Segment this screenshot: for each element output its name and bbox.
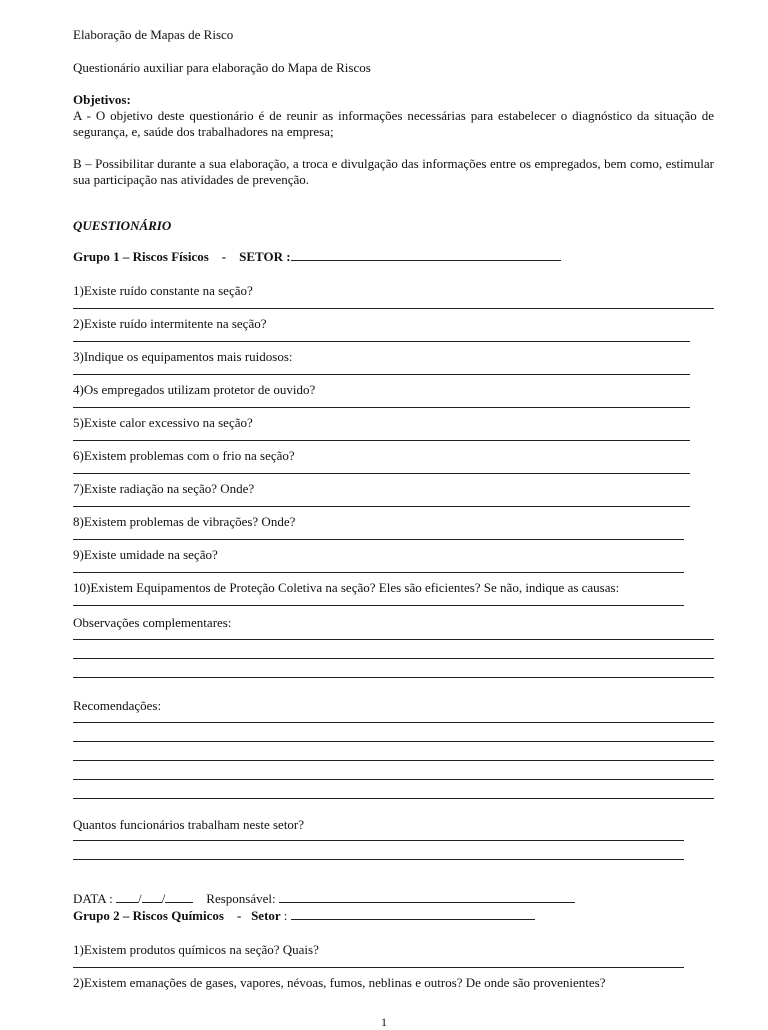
answer-line[interactable] <box>73 639 714 640</box>
answer-line[interactable] <box>73 859 684 860</box>
group2-label: Grupo 2 – Riscos Químicos <box>73 908 224 923</box>
group2-sector-blank[interactable] <box>291 907 535 920</box>
question-text: 2)Existem emanações de gases, vapores, névoas, fumos, neblinas e outros? De onde são provenientes? <box>73 975 606 990</box>
question-text: 7)Existe radiação na seção? Onde? <box>73 481 255 496</box>
question-item <box>73 547 714 580</box>
group1-label: Grupo 1 – Riscos Físicos <box>73 249 209 264</box>
question-item <box>73 349 714 382</box>
workers-question: Quantos funcionários trabalham neste setor? <box>73 817 305 832</box>
question-text: 8)Existem problemas de vibrações? Onde? <box>73 514 296 529</box>
question-item <box>73 580 714 613</box>
recommendations-lines <box>73 722 714 799</box>
answer-line[interactable] <box>73 308 714 309</box>
question-text: 9)Existe umidade na seção? <box>73 547 218 562</box>
recommendations-label: Recomendações: <box>73 698 162 713</box>
group1-questions <box>73 283 714 613</box>
question-item <box>73 382 714 415</box>
answer-line[interactable] <box>73 677 714 678</box>
objective-a: A - O objetivo deste questionário é de reunir as informações necessárias para estabelecer o diagnóstico da situação de segurança, e, saúde dos trabalhadores na empresa; <box>73 108 714 139</box>
answer-line[interactable] <box>73 440 690 441</box>
observations-lines <box>73 639 714 678</box>
question-item <box>73 448 714 481</box>
question-item <box>73 283 714 316</box>
question-text: 6)Existem problemas com o frio na seção? <box>73 448 295 463</box>
group2-questions <box>73 942 714 1008</box>
question-item <box>73 942 714 975</box>
answer-line[interactable] <box>73 840 684 841</box>
workers-lines <box>73 840 714 860</box>
group1-sep: - <box>221 249 227 264</box>
responsible-blank[interactable] <box>279 890 575 903</box>
answer-line[interactable] <box>73 798 714 799</box>
answer-line[interactable] <box>73 760 714 761</box>
answer-line[interactable] <box>73 572 684 573</box>
page-number: 1 <box>381 1015 387 1029</box>
answer-line[interactable] <box>73 374 690 375</box>
doc-title: Elaboração de Mapas de Risco <box>73 27 234 42</box>
group2-sep: - <box>236 908 242 923</box>
question-item <box>73 316 714 349</box>
question-text: 1)Existem produtos químicos na seção? Quais? <box>73 942 319 957</box>
answer-line[interactable] <box>73 407 690 408</box>
answer-line[interactable] <box>73 722 714 723</box>
group1-sector-label: SETOR : <box>239 249 291 264</box>
question-item <box>73 514 714 547</box>
question-item <box>73 975 714 1008</box>
question-item <box>73 415 714 448</box>
answer-line[interactable] <box>73 605 684 606</box>
objectives-heading: Objetivos: <box>73 92 131 107</box>
question-text: 10)Existem Equipamentos de Proteção Coletiva na seção? Eles são eficientes? Se não, indique as causas: <box>73 580 620 595</box>
date-label: DATA : <box>73 891 113 906</box>
answer-line[interactable] <box>73 779 714 780</box>
objective-b: B – Possibilitar durante a sua elaboração, a troca e divulgação das informações entre os empregados, bem como, estimular sua participação nas atividades de prevenção. <box>73 156 714 187</box>
answer-line[interactable] <box>73 539 684 540</box>
group2-sector-label: Setor <box>251 908 281 923</box>
answer-line[interactable] <box>73 658 714 659</box>
date-responsible-row <box>73 890 714 907</box>
responsible-label: Responsável: <box>206 891 276 906</box>
date-year-blank[interactable] <box>165 890 193 903</box>
question-text: 5)Existe calor excessivo na seção? <box>73 415 253 430</box>
doc-subtitle: Questionário auxiliar para elaboração do Mapa de Riscos <box>73 60 371 75</box>
group1-sector-blank[interactable] <box>291 248 561 261</box>
document-page <box>73 27 714 1008</box>
date-sep: / <box>161 891 166 906</box>
group2-colon: : <box>283 908 288 923</box>
answer-line[interactable] <box>73 967 684 968</box>
date-day-blank[interactable] <box>116 890 138 903</box>
observations-label: Observações complementares: <box>73 615 232 630</box>
questionnaire-heading: QUESTIONÁRIO <box>73 218 172 233</box>
answer-line[interactable] <box>73 341 690 342</box>
question-text: 2)Existe ruído intermitente na seção? <box>73 316 267 331</box>
group2-heading <box>73 907 714 924</box>
date-sep: / <box>138 891 142 906</box>
answer-line[interactable] <box>73 473 690 474</box>
question-text: 4)Os empregados utilizam protetor de ouvido? <box>73 382 316 397</box>
question-text: 1)Existe ruído constante na seção? <box>73 283 253 298</box>
answer-line[interactable] <box>73 741 714 742</box>
question-item <box>73 481 714 514</box>
question-text: 3)Indique os equipamentos mais ruidosos: <box>73 349 293 364</box>
answer-line[interactable] <box>73 506 690 507</box>
group1-heading <box>73 248 714 265</box>
date-month-blank[interactable] <box>142 890 162 903</box>
